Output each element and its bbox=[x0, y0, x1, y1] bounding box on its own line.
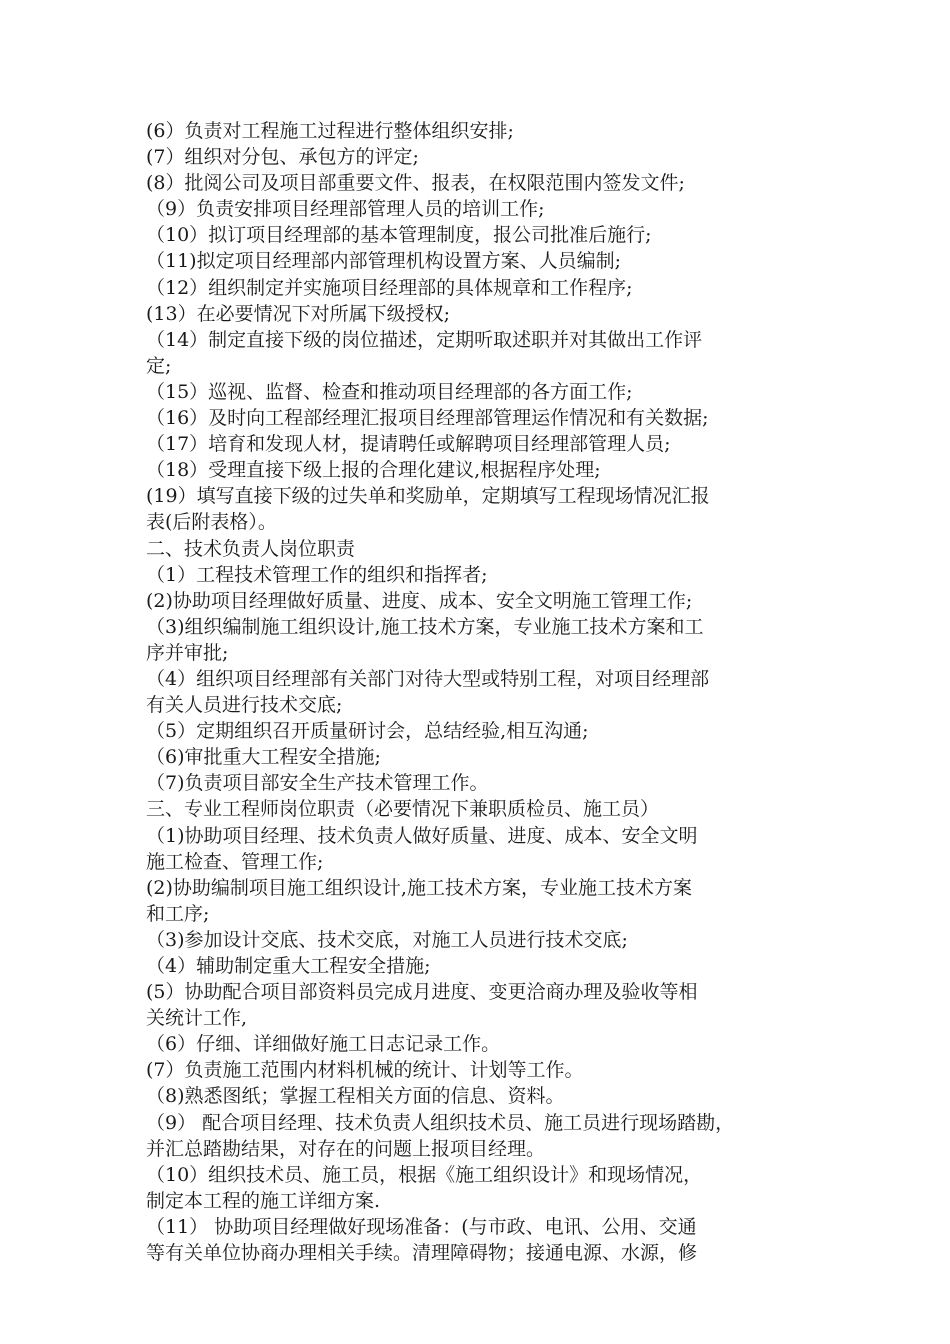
text-line: (5）协助配合项目部资料员完成月进度、变更洽商办理及验收等相 bbox=[146, 981, 698, 1004]
text-line: (19）填写直接下级的过失单和奖励单，定期填写工程现场情况汇报 bbox=[146, 485, 710, 508]
text-line: （3)组织编制施工组织设计,施工技术方案，专业施工技术方案和工 bbox=[146, 615, 704, 638]
text-line: （12）组织制定并实施项目经理部的具体规章和工作程序; bbox=[146, 276, 633, 299]
text-line: (8）批阅公司及项目部重要文件、报表，在权限范围内签发文件; bbox=[146, 172, 685, 195]
text-line: (7）组织对分包、承包方的评定; bbox=[146, 146, 419, 169]
text-line: (2)协助项目经理做好质量、进度、成本、安全文明施工管理工作; bbox=[146, 589, 693, 612]
text-line: （11)拟定项目经理部内部管理机构设置方案、人员编制; bbox=[146, 250, 621, 273]
text-line: （6)审批重大工程安全措施; bbox=[146, 746, 381, 769]
text-line: (7）负责施工范围内材料机械的统计、计划等工作。 bbox=[146, 1059, 584, 1082]
text-line: （3)参加设计交底、技术交底，对施工人员进行技术交底; bbox=[146, 928, 628, 951]
text-line: 关统计工作, bbox=[146, 1007, 248, 1030]
text-line: （9） 配合项目经理、技术负责人组织技术员、施工员进行现场踏勘， bbox=[146, 1111, 735, 1134]
text-line: （5）定期组织召开质量研讨会，总结经验,相互沟通; bbox=[146, 720, 589, 743]
text-line: （4）辅助制定重大工程安全措施; bbox=[146, 955, 431, 977]
text-line: （4）组织项目经理部有关部门对待大型或特别工程，对项目经理部 bbox=[146, 667, 710, 690]
text-line: （10）组织技术员、施工员，根据《施工组织设计》和现场情况， bbox=[146, 1163, 703, 1186]
text-line: (13）在必要情况下对所属下级授权; bbox=[146, 302, 450, 325]
text-line: 施工检查、管理工作; bbox=[146, 850, 324, 873]
text-line: （15）巡视、监督、检查和推动项目经理部的各方面工作; bbox=[146, 380, 633, 403]
text-line: （7)负责项目部安全生产技术管理工作。 bbox=[146, 772, 489, 795]
text-line: 定; bbox=[146, 354, 172, 377]
document-body bbox=[146, 118, 822, 1266]
text-line: （1)协助项目经理、技术负责人做好质量、进度、成本、安全文明 bbox=[146, 824, 698, 847]
text-line: 制定本工程的施工详细方案. bbox=[146, 1189, 381, 1212]
text-line: 三、专业工程师岗位职责（必要情况下兼职质检员、施工员） bbox=[146, 798, 660, 821]
text-line: 表(后附表格）。 bbox=[146, 511, 277, 534]
text-line: （1）工程技术管理工作的组织和指挥者; bbox=[146, 563, 488, 586]
text-line: 序并审批; bbox=[146, 641, 229, 664]
text-line: 有关人员进行技术交底; bbox=[146, 694, 343, 717]
text-line: 等有关单位协商办理相关手续。清理障碍物；接通电源、水源，修 bbox=[146, 1242, 698, 1265]
text-line: （6）仔细、详细做好施工日志记录工作。 bbox=[146, 1033, 501, 1056]
text-line: （11） 协助项目经理做好现场准备：(与市政、电讯、公用、交通 bbox=[146, 1215, 697, 1238]
text-line: (6）负责对工程施工过程进行整体组织安排; bbox=[146, 120, 514, 142]
text-line: （9）负责安排项目经理部管理人员的培训工作; bbox=[146, 198, 545, 221]
text-line: （14）制定直接下级的岗位描述，定期听取述职并对其做出工作评 bbox=[146, 328, 703, 351]
text-line: （17）培育和发现人材，提请聘任或解聘项目经理部管理人员; bbox=[146, 433, 671, 456]
text-line: 并汇总踏勘结果，对存在的问题上报项目经理。 bbox=[146, 1137, 546, 1160]
text-line: （10）拟订项目经理部的基本管理制度，报公司批准后施行; bbox=[146, 224, 652, 247]
text-line: 和工序; bbox=[146, 902, 210, 925]
text-line: （18）受理直接下级上报的合理化建议,根据程序处理; bbox=[146, 459, 601, 482]
text-line: （16）及时向工程部经理汇报项目经理部管理运作情况和有关数据; bbox=[146, 407, 709, 430]
text-line: 二、技术负责人岗位职责 bbox=[146, 537, 356, 560]
text-line: （8)熟悉图纸；掌握工程相关方面的信息、资料。 bbox=[146, 1085, 565, 1108]
text-line: (2)协助编制项目施工组织设计,施工技术方案，专业施工技术方案 bbox=[146, 876, 692, 899]
